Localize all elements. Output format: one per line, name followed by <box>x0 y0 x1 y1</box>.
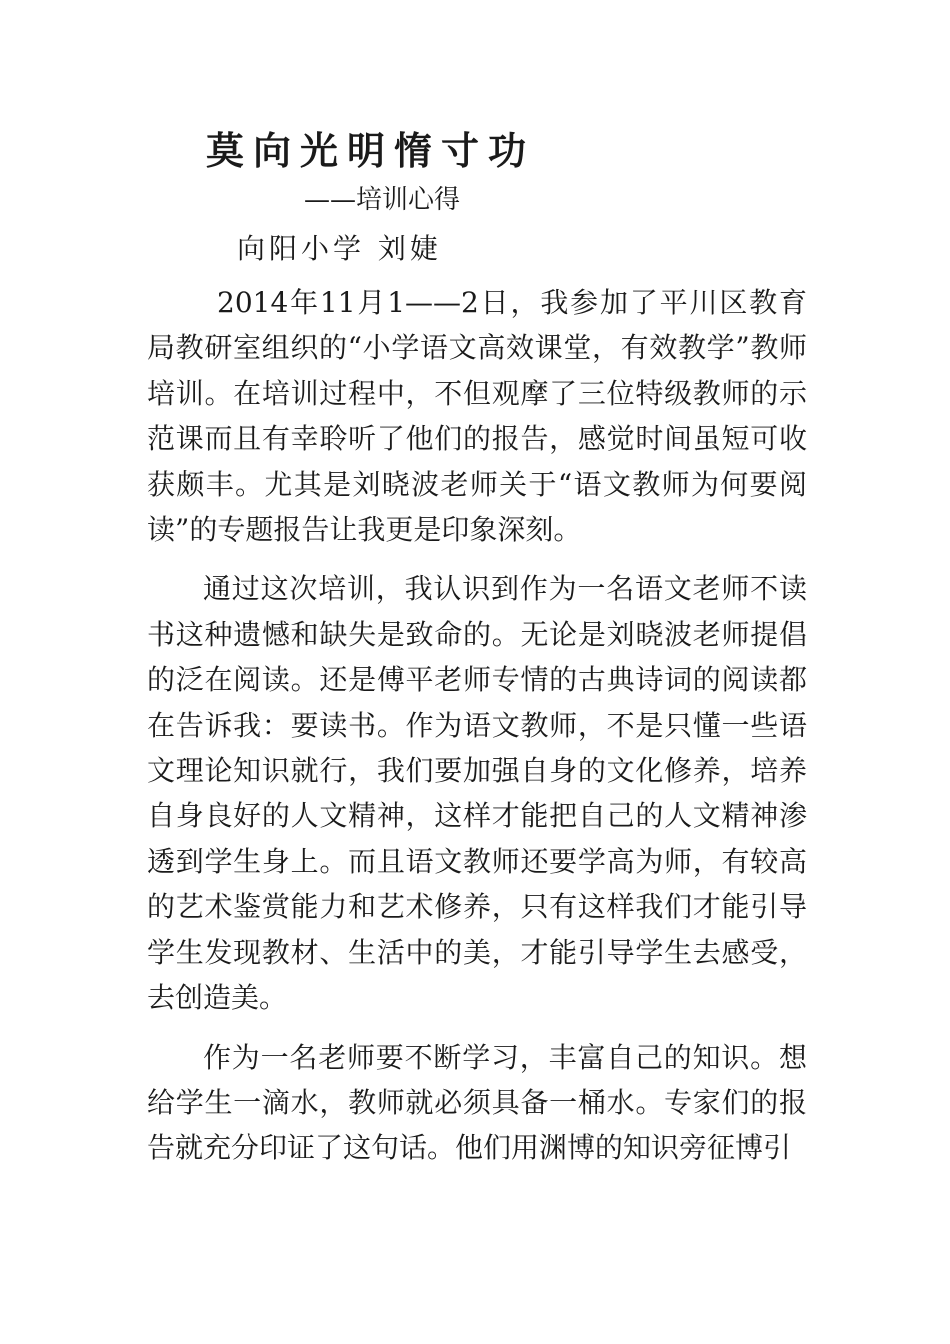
document-body <box>147 280 807 1171</box>
document-author: 向阳小学 刘婕 <box>237 232 442 265</box>
body-paragraph-1: 2014年11月1——2日，我参加了平川区教育局教研室组织的“小学语文高效课堂，有效教学”教师培训。在培训过程中，不但观摩了三位特级教师的示范课而且有幸聆听了他们的报告，感觉时间虽短可收获颇丰。尤其是刘晓波老师关于“语文教师为何要阅读”的专题报告让我更是印象深刻。 <box>147 286 807 547</box>
body-paragraph-3: 作为一名老师要不断学习，丰富自己的知识。想给学生一滴水，教师就必须具备一桶水。专家们的报告就充分印证了这句话。他们用渊博的知识旁征博引 <box>147 1040 807 1165</box>
document-subtitle: ——培训心得 <box>304 185 461 215</box>
document-title: 莫向光明惰寸功 <box>206 128 536 173</box>
body-paragraph-2: 通过这次培训，我认识到作为一名语文老师不读书这种遗憾和缺失是致命的。无论是刘晓波老师提倡的泛在阅读。还是傅平老师专情的古典诗词的阅读都在告诉我：要读书。作为语文教师，不是只懂一些语文理论知识就行，我们要加强自身的文化修养，培养自身良好的人文精神，这样才能把自己的人文精神渗透到学生身上。而且语文教师还要学高为师，有较高的艺术鉴赏能力和艺术修养，只有这样我们才能引导学生发现教材、生活中的美，才能引导学生去感受，去创造美。 <box>147 572 807 1015</box>
